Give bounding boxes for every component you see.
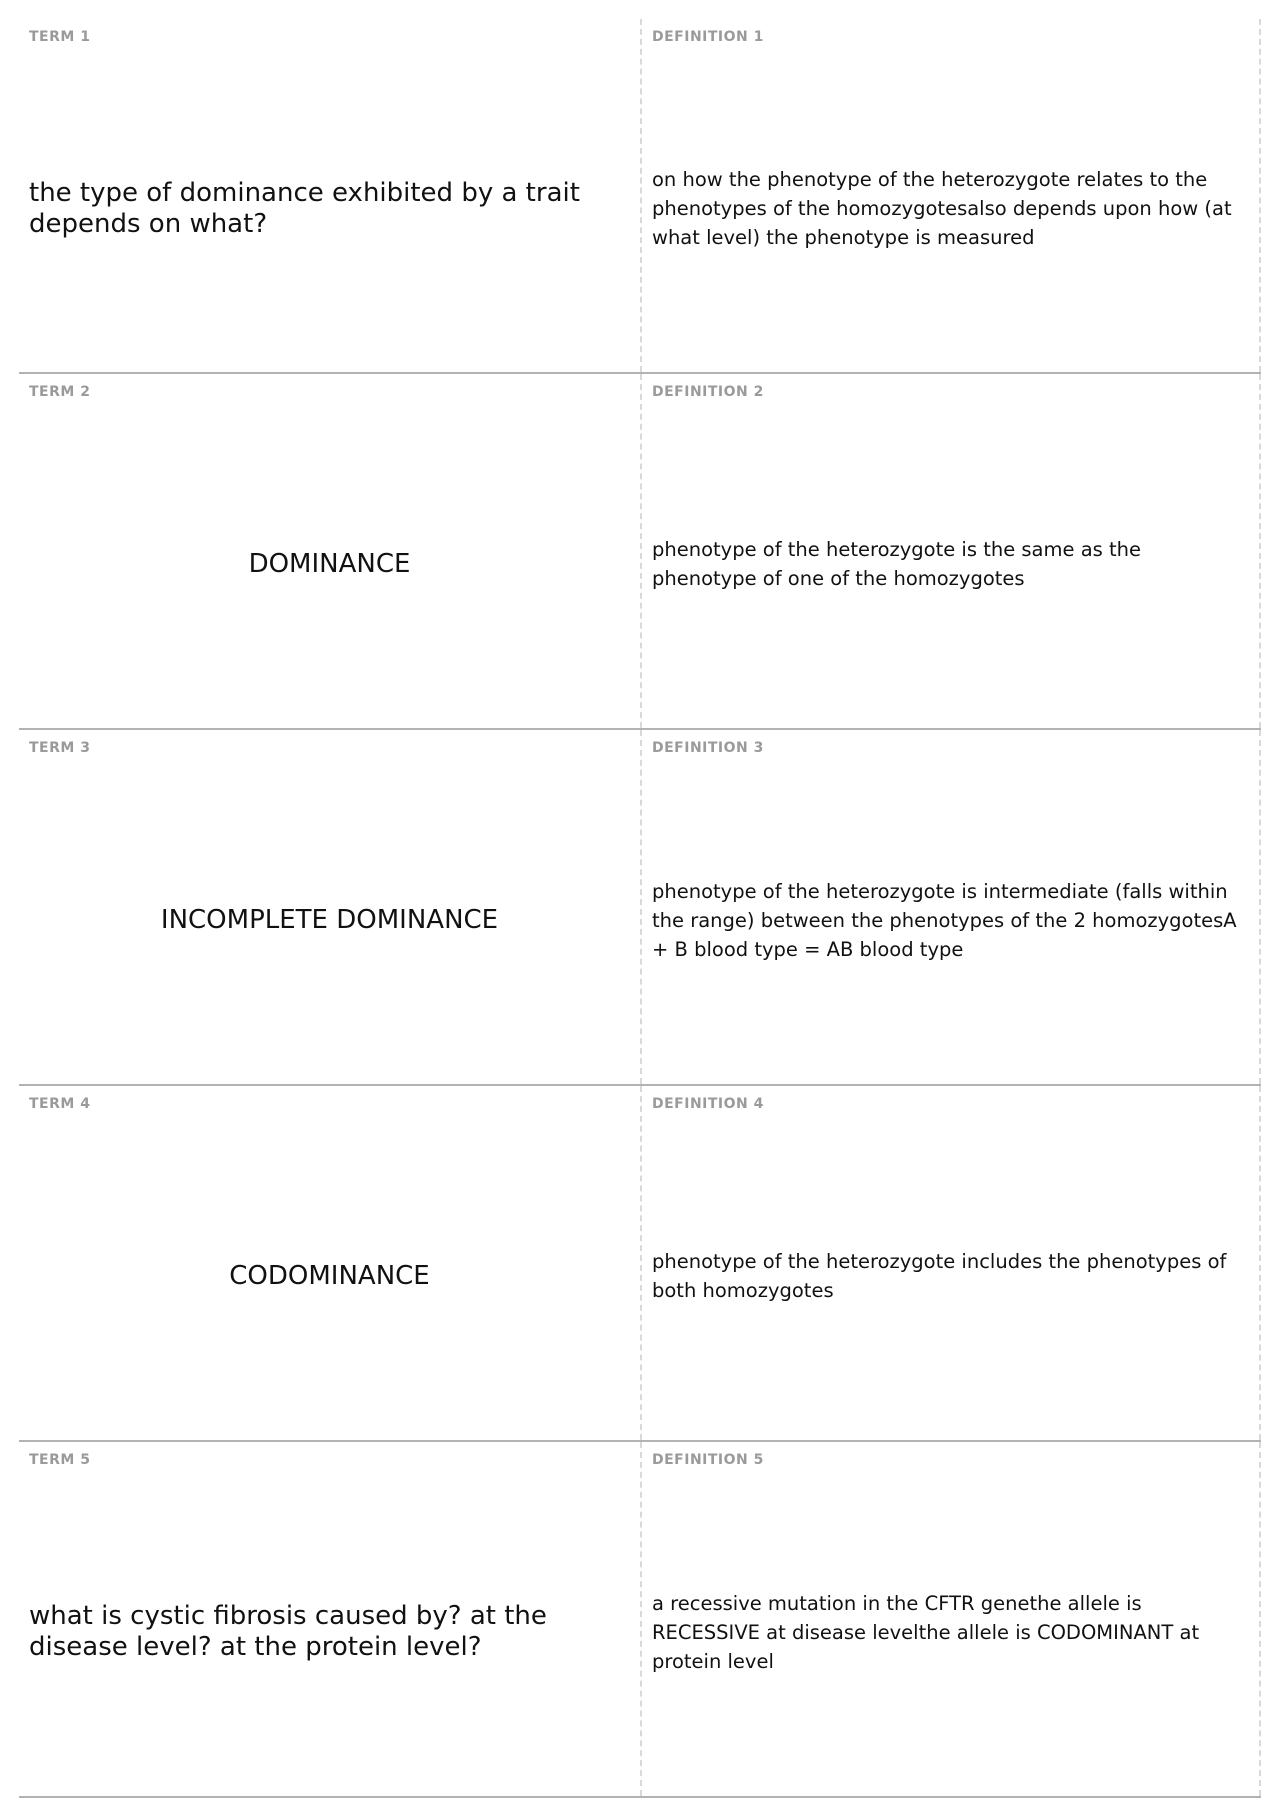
definition-text: on how the phenotype of the heterozygote relates to the phenotypes of the homozygotesalso depends upon how (at what level) the phenotype is measured bbox=[652, 168, 1232, 249]
term-text: what is cystic fibrosis caused by? at the disease level? at the protein level? bbox=[29, 1601, 547, 1662]
term-text: the type of dominance exhibited by a trait depends on what? bbox=[29, 177, 580, 239]
definition-text: phenotype of the heterozygote is the same as the phenotype of one of the homozygotes bbox=[652, 538, 1142, 590]
term-cell bbox=[19, 1086, 642, 1440]
term-cell bbox=[19, 19, 642, 372]
term-text: CODOMINANCE bbox=[229, 1260, 430, 1291]
term-text: DOMINANCE bbox=[248, 548, 411, 579]
flashcard-row bbox=[19, 730, 1261, 1086]
flashcard-row bbox=[19, 1086, 1261, 1442]
definition-cell bbox=[642, 374, 1261, 728]
definition-label: DEFINITION 2 bbox=[652, 384, 764, 400]
flashcard-sheet bbox=[19, 19, 1261, 1798]
definition-text: a recessive mutation in the CFTR genethe allele is RECESSIVE at disease levelthe allele is CODOMINANT at protein level bbox=[652, 1591, 1200, 1673]
term-label: TERM 1 bbox=[29, 29, 91, 45]
definition-cell bbox=[642, 19, 1261, 372]
term-text: INCOMPLETE DOMINANCE bbox=[160, 904, 499, 935]
definition-cell bbox=[642, 730, 1261, 1084]
term-cell bbox=[19, 1442, 642, 1796]
flashcard-row bbox=[19, 374, 1261, 730]
term-label: TERM 2 bbox=[29, 384, 91, 400]
flashcard-row bbox=[19, 1442, 1261, 1798]
definition-label: DEFINITION 5 bbox=[652, 1452, 764, 1468]
term-label: TERM 3 bbox=[29, 740, 91, 756]
definition-label: DEFINITION 1 bbox=[652, 29, 764, 45]
term-cell bbox=[19, 374, 642, 728]
definition-cell bbox=[642, 1442, 1261, 1796]
definition-label: DEFINITION 4 bbox=[652, 1096, 764, 1112]
definition-label: DEFINITION 3 bbox=[652, 740, 764, 756]
definition-cell bbox=[642, 1086, 1261, 1440]
term-label: TERM 5 bbox=[29, 1452, 91, 1468]
definition-text: phenotype of the heterozygote includes the phenotypes of both homozygotes bbox=[652, 1250, 1227, 1302]
definition-text: phenotype of the heterozygote is intermediate (falls within the range) between the phenotypes of the 2 homozygotesA + B blood type = AB blood type bbox=[652, 879, 1237, 961]
term-label: TERM 4 bbox=[29, 1096, 91, 1112]
term-cell bbox=[19, 730, 642, 1084]
flashcard-row bbox=[19, 19, 1261, 374]
